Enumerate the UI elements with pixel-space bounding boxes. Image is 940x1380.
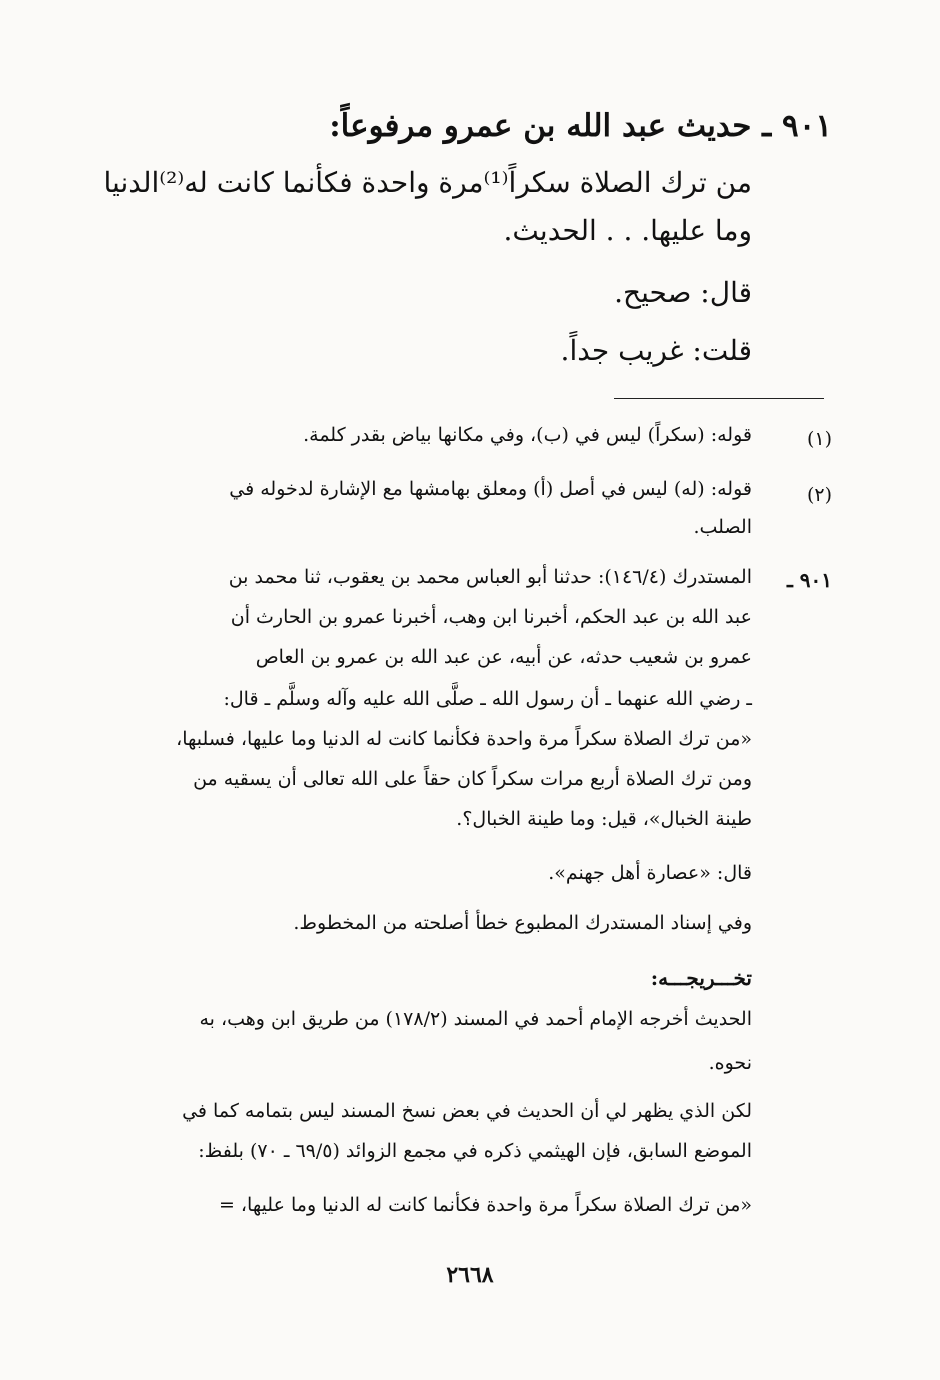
page-number: ٢٦٦٨: [446, 1262, 494, 1288]
commentary-qala-line: قال: «عصارة أهل جهنم».: [548, 862, 752, 884]
takhrij-line: الحديث أخرجه الإمام أحمد في المسند (١٧٨/٢) من طريق ابن وهب، به: [199, 1008, 752, 1030]
commentary-line: عمرو بن شعيب حدثه، عن أبيه، عن عبد الله بن عمرو بن العاص: [255, 646, 752, 668]
commentary-line: ومن ترك الصلاة أربع مرات سكراً كان حقاً على الله تعالى أن يسقيه من: [193, 768, 752, 790]
footnote-number-1: (١): [806, 428, 832, 450]
hadith-matn-line-1: من ترك الصلاة سكراً⁽¹⁾مرة واحدة فكأنما كانت له⁽²⁾الدنيا: [103, 166, 752, 199]
footnote-1-line-1: قوله: (سكراً) ليس في (ب)، وفي مكانها بياض بقدر كلمة.: [303, 424, 752, 446]
commentary-line: المستدرك (١٤٦/٤): حدثنا أبو العباس محمد بن يعقوب، ثنا محمد بن: [228, 566, 752, 588]
takhrij-line: نحوه.: [708, 1052, 752, 1074]
hadith-qala: قال: صحيح.: [614, 276, 752, 309]
commentary-number: ٩٠١ ـ: [786, 568, 832, 592]
commentary-line: «من ترك الصلاة سكراً مرة واحدة فكأنما كانت له الدنيا وما عليها، فسلبها،: [176, 728, 752, 750]
footnote-2-line-1: قوله: (له) ليس في أصل (أ) ومعلق بهامشها مع الإشارة لدخوله في: [229, 478, 752, 500]
footnote-divider: [614, 398, 824, 399]
takhrij-heading: تخـــريجـــه:: [650, 966, 752, 990]
lakin-line: لكن الذي يظهر لي أن الحديث في بعض نسخ المسند ليس بتمامه كما في: [182, 1100, 752, 1122]
hadith-matn-line-2: وما عليها. . . الحديث.: [503, 214, 752, 247]
commentary-line: طينة الخبال»، قيل: وما طينة الخبال؟.: [456, 808, 752, 830]
hadith-heading: ٩٠١ ـ حديث عبد الله بن عمرو مرفوعاً:: [329, 108, 832, 144]
lakin-line: الموضع السابق، فإن الهيثمي ذكره في مجمع الزوائد (٦٩/٥ ـ ٧٠) بلفظ:: [198, 1140, 752, 1162]
isnad-note: وفي إسناد المستدرك المطبوع خطأ أصلحته من المخطوط.: [293, 912, 752, 934]
continuation-line: «من ترك الصلاة سكراً مرة واحدة فكأنما كانت له الدنيا وما عليها، =: [218, 1194, 752, 1216]
commentary-line: عبد الله بن عبد الحكم، أخبرنا ابن وهب، أخبرنا عمرو بن الحارث أن: [230, 606, 752, 628]
hadith-qultu: قلت: غريب جداً.: [560, 334, 752, 367]
footnote-number-2: (٢): [806, 484, 832, 506]
commentary-line: ـ رضي الله عنهما ـ أن رسول الله ـ صلَّى الله عليه وآله وسلَّم ـ قال:: [223, 688, 752, 710]
footnote-2-line-2: الصلب.: [693, 516, 752, 538]
